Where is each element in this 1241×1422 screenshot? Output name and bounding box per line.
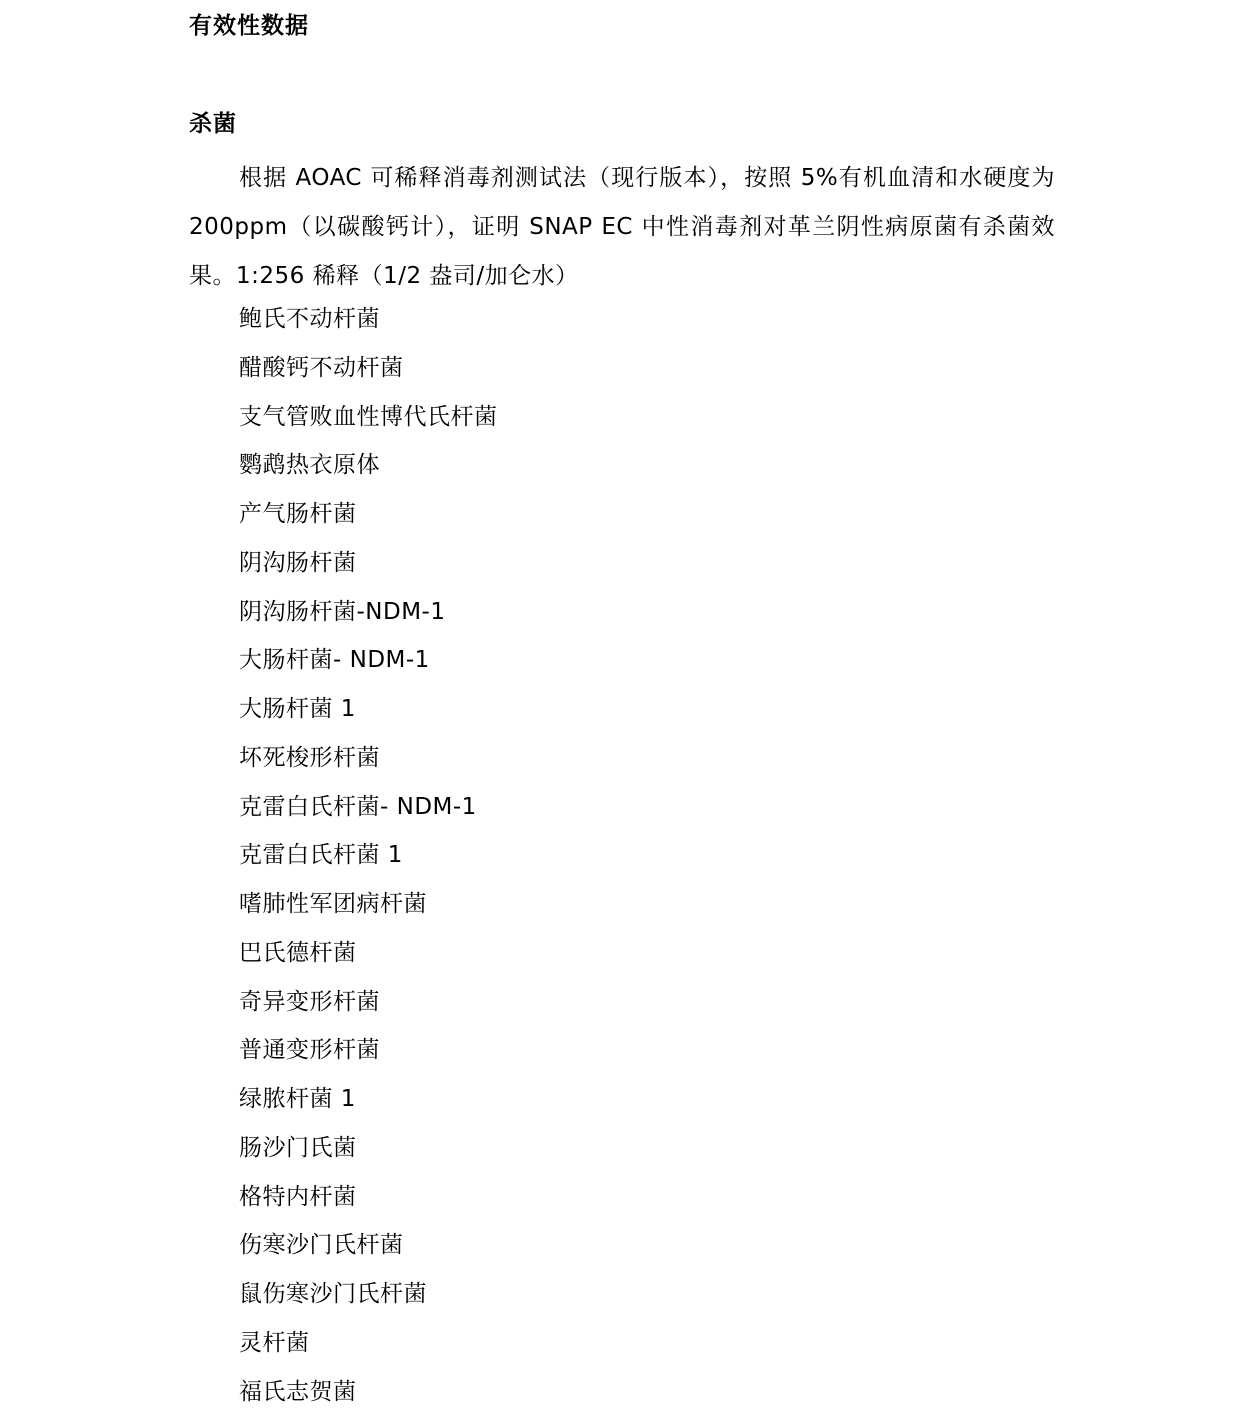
list-item: 奇异变形杆菌 [239, 988, 380, 1015]
organism-list [239, 295, 498, 1416]
list-item: 醋酸钙不动杆菌 [239, 354, 404, 381]
section-title: 杀菌 [189, 111, 237, 137]
list-item: 阴沟肠杆菌 [239, 549, 357, 576]
list-item: 产气肠杆菌 [239, 501, 357, 527]
list-item: 伤寒沙门氏杆菌 [239, 1232, 404, 1259]
list-item: 大肠杆菌- NDM-1 [239, 647, 430, 674]
list-item: 克雷白氏杆菌 1 [239, 842, 403, 869]
list-item: 巴氏德杆菌 [239, 939, 357, 966]
list-item: 阴沟肠杆菌-NDM-1 [239, 598, 446, 625]
list-item: 嗜肺性军团病杆菌 [239, 891, 427, 917]
list-item: 克雷白氏杆菌- NDM-1 [239, 793, 477, 820]
list-item: 坏死梭形杆菌 [239, 744, 380, 771]
list-item: 鹦鹉热衣原体 [239, 452, 380, 479]
list-item: 福氏志贺菌 [239, 1378, 357, 1405]
list-item: 鼠伤寒沙门氏杆菌 [239, 1281, 427, 1307]
list-item: 普通变形杆菌 [239, 1037, 380, 1064]
list-item: 支气管败血性博代氏杆菌 [239, 403, 498, 430]
list-item: 鲍氏不动杆菌 [239, 306, 380, 332]
list-item: 肠沙门氏菌 [239, 1134, 357, 1161]
document-title: 有效性数据 [189, 13, 309, 39]
list-item: 大肠杆菌 1 [239, 696, 356, 722]
list-item: 绿脓杆菌 1 [239, 1086, 356, 1112]
intro-paragraph: 根据 AOAC 可稀释消毒剂测试法（现行版本），按照 5%有机血清和水硬度为 200ppm（以碳酸钙计），证明 SNAP EC 中性消毒剂对革兰阴性病原菌有杀菌效果。1:256 稀释（1/2 盎司/加仑水） [189, 165, 1055, 289]
list-item: 灵杆菌 [239, 1329, 310, 1356]
list-item: 格特内杆菌 [239, 1183, 357, 1210]
